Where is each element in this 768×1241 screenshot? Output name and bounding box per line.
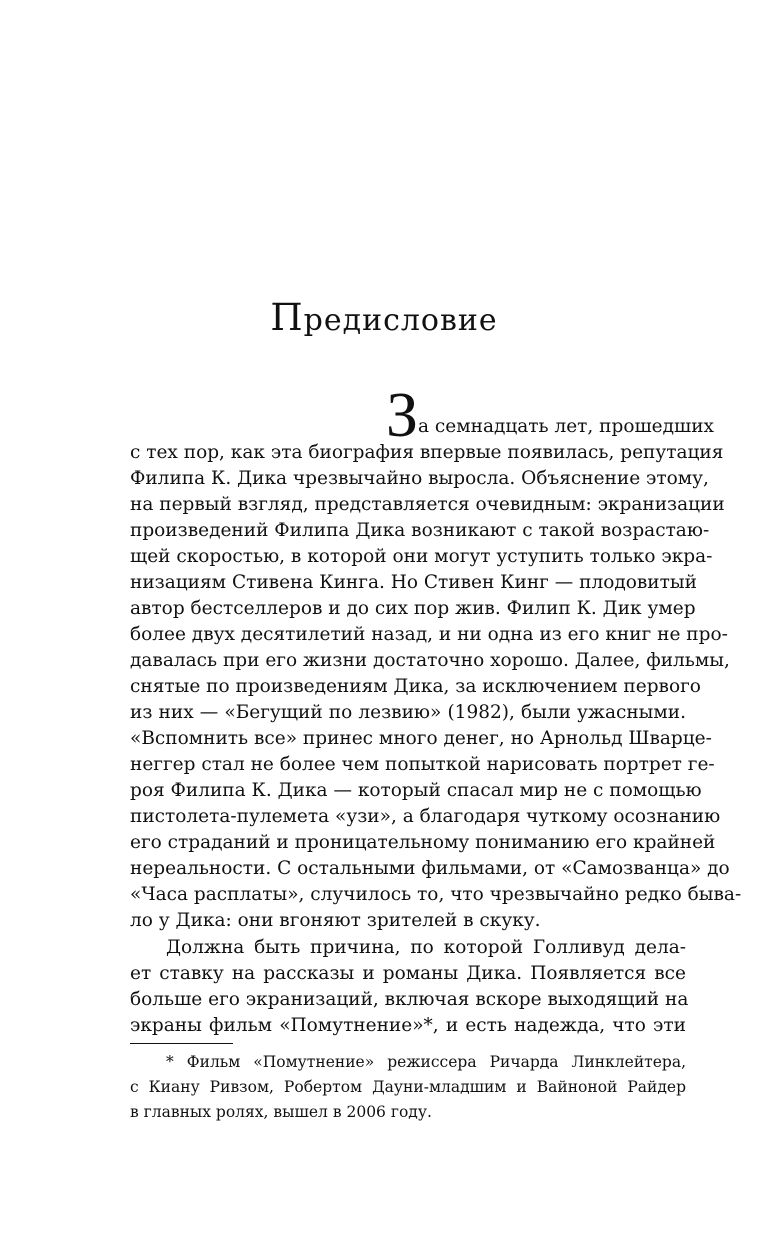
- footnote: [130, 1050, 686, 1125]
- footnote-divider: [130, 1043, 233, 1044]
- footnote-line: * Фильм «Помутнение» режиссера Ричарда Линклейтера,: [166, 1053, 686, 1071]
- paragraph-1: [130, 440, 742, 934]
- drop-cap: З: [386, 379, 419, 450]
- text-line: автор бестселлеров и до сих пор жив. Филип К. Дик умер: [130, 598, 696, 619]
- text-line: щей скоростью, в которой они могут уступить только экра-: [130, 546, 713, 567]
- paragraph-first-line: а семнадцать лет, прошедших: [418, 416, 714, 437]
- footnote-line: с Киану Ривзом, Робертом Дауни-младшим и Вайноной Райдер: [130, 1078, 686, 1096]
- text-line: пистолета-пулемета «узи», а благодаря чуткому осознанию: [130, 806, 721, 827]
- text-line: Должна быть причина, по которой Голливуд дела-: [166, 937, 686, 958]
- text-line: более двух десятилетий назад, и ни одна из его книг не про-: [130, 624, 728, 645]
- text-line: на первый взгляд, представляется очевидным: экранизации: [130, 494, 725, 515]
- text-line: «Часа расплаты», случилось то, что чрезвычайно редко быва-: [130, 884, 742, 905]
- chapter-title-initial: П: [270, 296, 304, 339]
- text-line: нереальности. С остальными фильмами, от «Самозванца» до: [130, 858, 730, 879]
- text-line: его страданий и проницательному пониманию его крайней: [130, 832, 716, 853]
- text-line: экраны фильм «Помутнение»*, и есть надежда, что эти: [130, 1015, 686, 1036]
- text-line: произведений Филипа Дика возникают с такой возрастаю-: [130, 520, 710, 541]
- text-line: низациям Стивена Кинга. Но Стивен Кинг — плодовитый: [130, 572, 697, 593]
- text-line: неггер стал не более чем попыткой нарисовать портрет ге-: [130, 754, 715, 775]
- footnote-line: в главных ролях, вышел в 2006 году.: [130, 1103, 432, 1121]
- text-line: из них — «Бегущий по лезвию» (1982), были ужасными.: [130, 702, 686, 723]
- text-line: роя Филипа К. Дика — который спасал мир не с помощью: [130, 780, 702, 801]
- chapter-title-rest: редисловие: [303, 303, 498, 338]
- text-line: «Вспомнить все» принес много денег, но Арнольд Шварце-: [130, 728, 712, 749]
- text-line: с тех пор, как эта биография впервые появилась, репутация: [130, 442, 724, 463]
- text-line: снятые по произведениям Дика, за исключением первого: [130, 676, 701, 697]
- text-line: больше его экранизаций, включая вскоре выходящий на: [130, 989, 689, 1010]
- text-line: Филипа К. Дика чрезвычайно выросла. Объяснение этому,: [130, 468, 709, 489]
- text-line: давалась при его жизни достаточно хорошо. Далее, фильмы,: [130, 650, 730, 671]
- text-line: ет ставку на рассказы и романы Дика. Появляется все: [130, 963, 686, 984]
- chapter-title: [0, 296, 768, 339]
- paragraph-2: [130, 935, 689, 1039]
- text-line: ло у Дика: они вгоняют зрителей в скуку.: [130, 910, 541, 931]
